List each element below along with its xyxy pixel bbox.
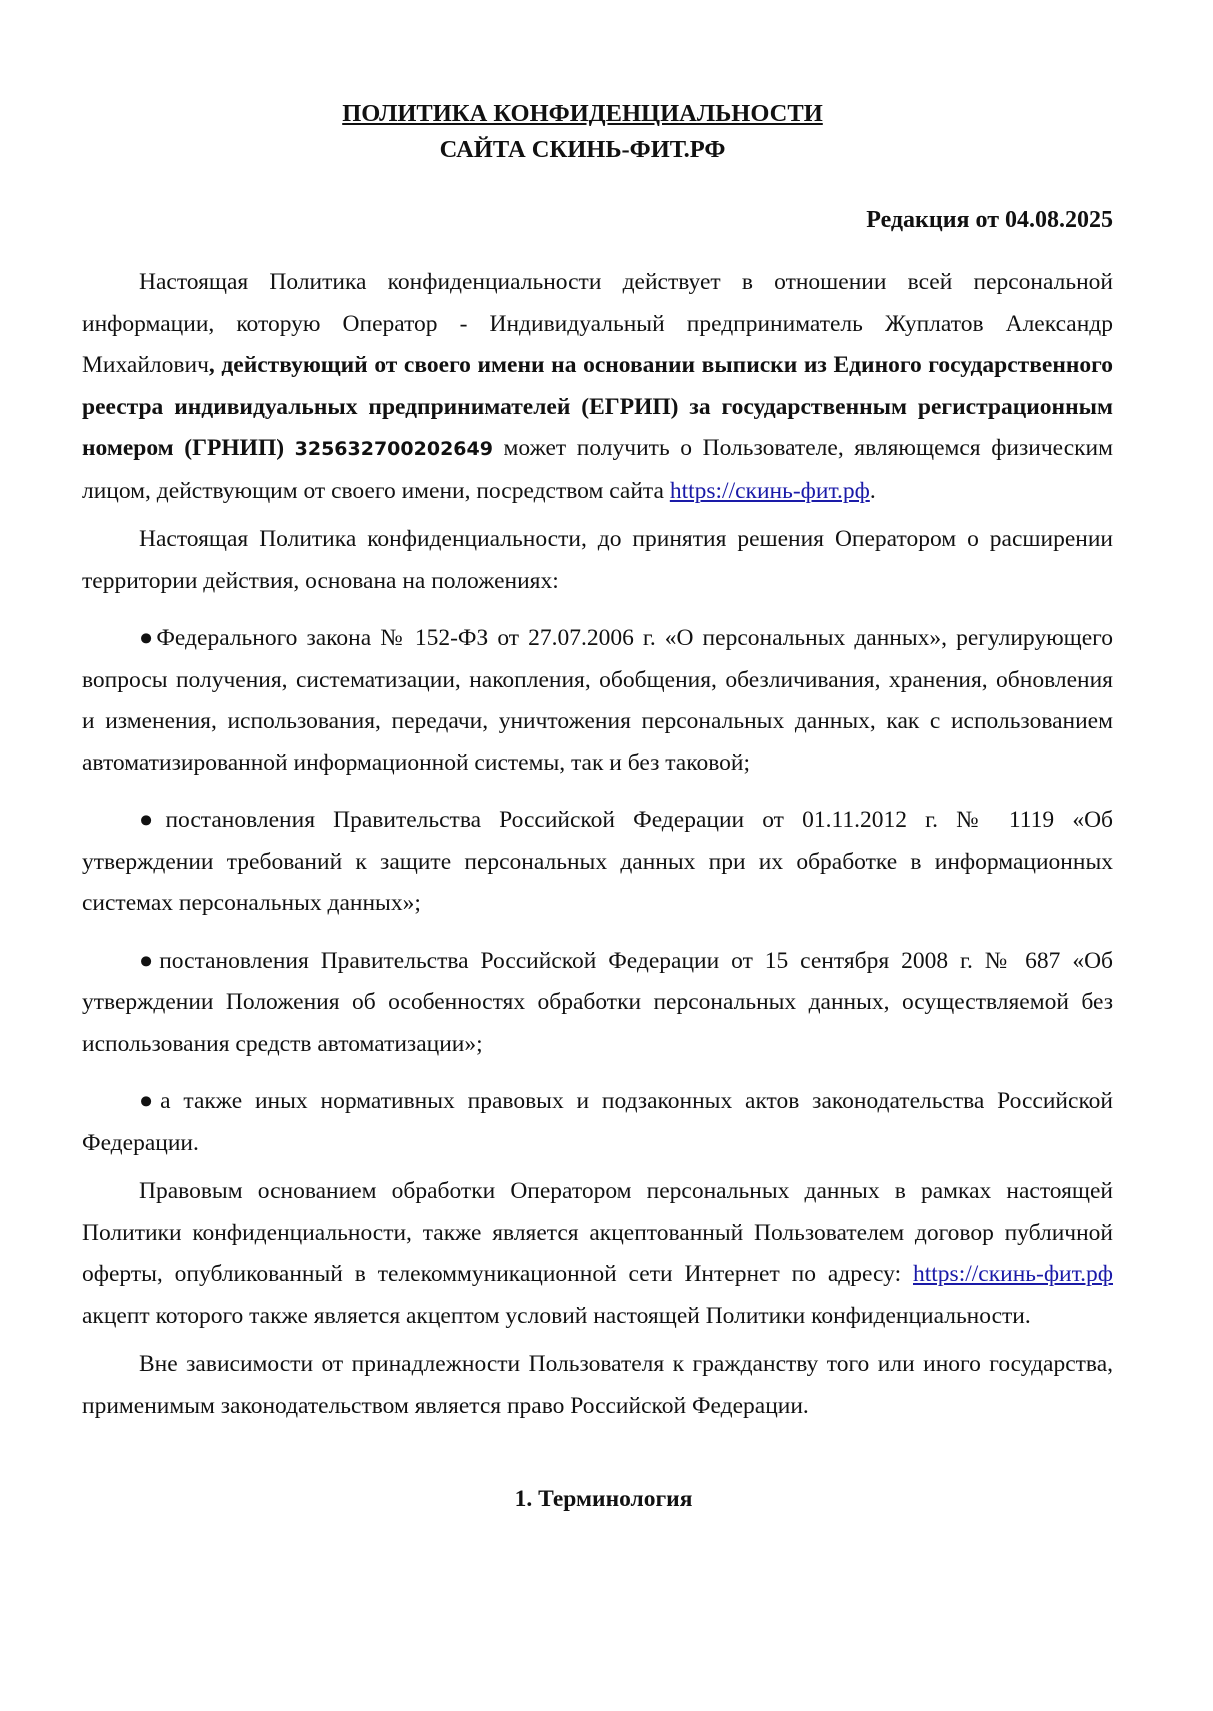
section-heading-terminology: 1. Терминология bbox=[514, 1486, 693, 1512]
document-title bbox=[52, 96, 1113, 168]
applicable-law-paragraph: Вне зависимости от принадлежности Пользователя к гражданству того или иного государства, применимым законодательством является право Российской Федерации. bbox=[82, 1351, 1113, 1419]
title-line-1: ПОЛИТИКА КОНФИДЕНЦИАЛЬНОСТИ bbox=[342, 100, 823, 127]
bullet-item-1119: ●постановления Правительства Российской Федерации от 01.11.2012 г. № 1119 «Об утверждении требований к защите персональных данных при их обработке в информационных системах персональных данных»; bbox=[82, 807, 1113, 916]
bullet-item-152fz: ●Федерального закона № 152-ФЗ от 27.07.2006 г. «О персональных данных», регулирующего вопросы получения, систематизации, накопления, обобщения, обезличивания, хранения, обновления и изменения, использования, передачи, уничтожения персональных данных, как с использованием автоматизированной информационной системы, так и без таковой; bbox=[82, 625, 1113, 776]
legal-basis-text-2: акцепт которого также является акцептом условий настоящей Политики конфиденциальности. bbox=[82, 1302, 1031, 1329]
bullet-item-other-acts: ●а также иных нормативных правовых и подзаконных актов законодательства Российской Федерации. bbox=[82, 1088, 1113, 1156]
legal-basis-text-1: Правовым основанием обработки Оператором персональных данных в рамках настоящей Политики конфиденциальности, также является акцептованный Пользователем договор публичной оферты, опубликованный в телекоммуникационной сети Интернет по адресу: bbox=[82, 1178, 1113, 1287]
edition-date: Редакция от 04.08.2025 bbox=[866, 207, 1113, 233]
basis-intro-paragraph: Настоящая Политика конфиденциальности, до принятия решения Оператором о расширении территории действия, основана на положениях: bbox=[82, 526, 1113, 594]
site-link[interactable]: https://скинь-фит.рф bbox=[669, 477, 870, 504]
intro-text-3: может получить о Пользователе, являющемся физическим лицом, действующим от своего имени, посредством сайта bbox=[82, 435, 1113, 504]
title-line-2: САЙТА СКИНЬ-ФИТ.РФ bbox=[439, 136, 726, 163]
bullet-item-687: ●постановления Правительства Российской Федерации от 15 сентября 2008 г. № 687 «Об утверждении Положения об особенностях обработки персональных данных, осуществляемой без использования средств автоматизации»; bbox=[82, 947, 1113, 1057]
legal-basis-paragraph bbox=[82, 1171, 1113, 1337]
intro-paragraph bbox=[82, 262, 1113, 512]
grnip-number: 325632700202649 bbox=[294, 438, 493, 460]
intro-text-bold: , действующий от своего имени на основании выписки из Единого государственного реестра индивидуальных предпринимателей (ЕГРИП) за государственным регистрационным номером (ГРНИП) bbox=[82, 352, 1113, 461]
offer-link[interactable]: https://скинь-фит.рф bbox=[913, 1261, 1113, 1287]
intro-text-4: . bbox=[869, 477, 876, 504]
intro-text-1: Настоящая Политика конфиденциальности действует в отношении всей персональной информации, которую Оператор - Индивидуальный предприниматель Жуплатов Александр Михайлович bbox=[82, 269, 1113, 378]
